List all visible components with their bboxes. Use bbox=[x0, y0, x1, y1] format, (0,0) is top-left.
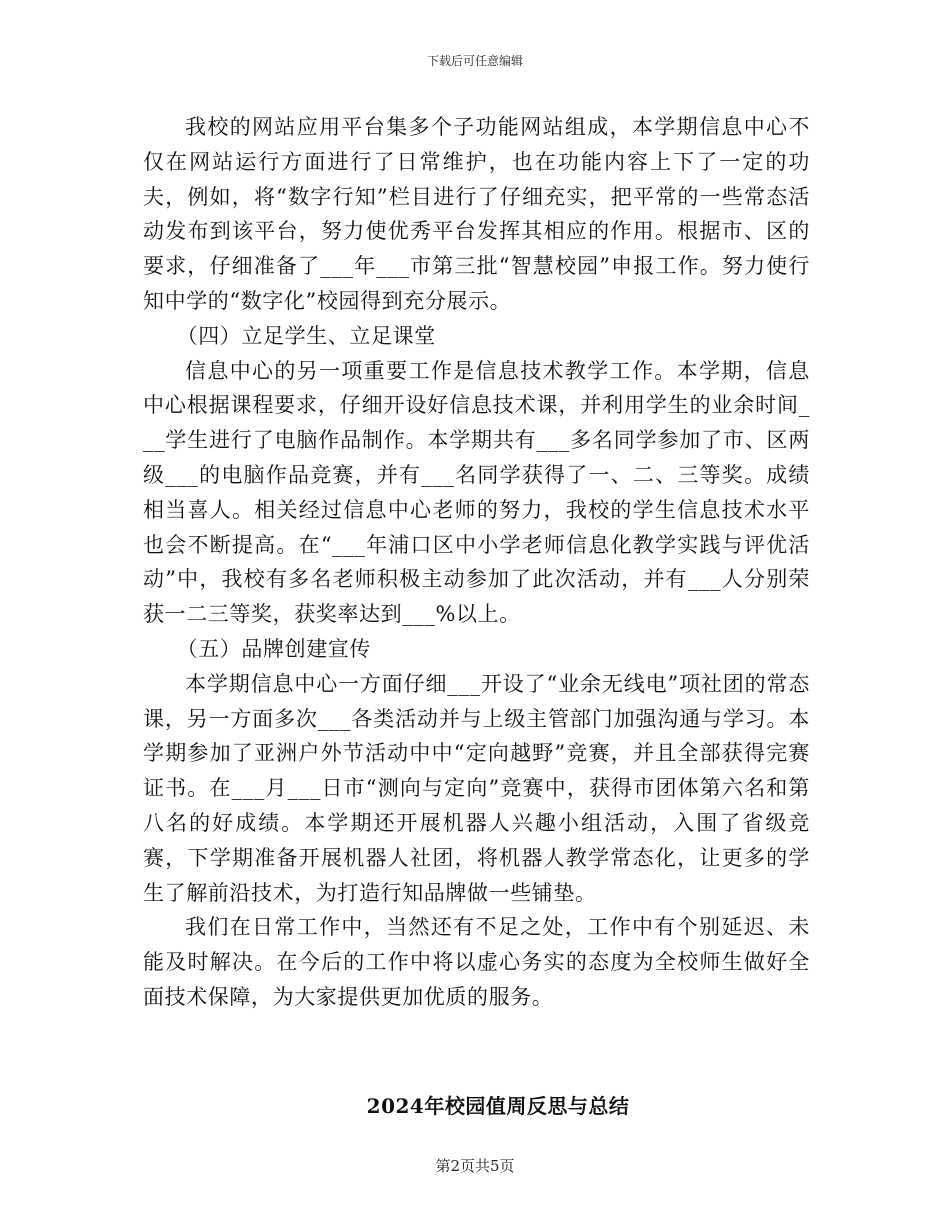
paragraph-conclusion: 我们在日常工作中，当然还有不足之处，工作中有个别延迟、未能及时解决。在今后的工作中将以虚心务实的态度为全校师生做好全面技术保障，为大家提供更加优质的服务。 bbox=[143, 915, 810, 1009]
paragraph-brand-activities: 本学期信息中心一方面仔细___开设了“业余无线电”项社团的常态课，另一方面多次___各类活动并与上级主管部门加强沟通与学习。本学期参加了亚洲户外节活动中中“定向越野”竞赛，并且全部获得完赛证书。在___月___日市“测向与定向”竞赛中，获得市团体第六名和第八名的好成绩。本学期还开展机器人兴趣小组活动，入围了省级竞赛，下学期准备开展机器人社团，将机器人教学常态化，让更多的学生了解前沿技术，为打造行知品牌做一些铺垫。 bbox=[143, 671, 810, 905]
page-number: 第2页共5页 bbox=[435, 1157, 515, 1175]
paragraph-website-platform: 我校的网站应用平台集多个子功能网站组成，本学期信息中心不仅在网站运行方面进行了日常维护，也在功能内容上下了一定的功夫，例如，将“数字行知”栏目进行了仔细充实，把平常的一些常态活动发布到该平台，努力使优秀平台发挥其相应的作用。根据市、区的要求，仔细准备了___年___市第三批“智慧校园”申报工作。努力使行知中学的“数字化”校园得到充分展示。 bbox=[143, 115, 810, 313]
paragraph-it-teaching: 信息中心的另一项重要工作是信息技术教学工作。本学期，信息中心根据课程要求，仔细开设好信息技术课，并利用学生的业余时间___学生进行了电脑作品制作。本学期共有___多名同学参加了市、区两级___的电脑作品竞赛，并有___名同学获得了一、二、三等奖。成绩相当喜人。相关经过信息中心老师的努力，我校的学生信息技术水平也会不断提高。在“___年浦口区中小学老师信息化教学实践与评优活动”中，我校有多名老师积极主动参加了此次活动，并有___人分别荣获一二三等奖，获奖率达到___%以上。 bbox=[143, 358, 810, 627]
document-body bbox=[143, 110, 810, 1015]
download-note: 下载后可任意编辑 bbox=[426, 54, 523, 68]
section-heading-students-classroom: （四）立足学生、立足课堂 bbox=[176, 323, 436, 348]
section-heading-brand-promotion: （五）品牌创建宣传 bbox=[176, 636, 371, 661]
next-document-title: 2024年校园值周反思与总结 bbox=[366, 1094, 630, 1118]
